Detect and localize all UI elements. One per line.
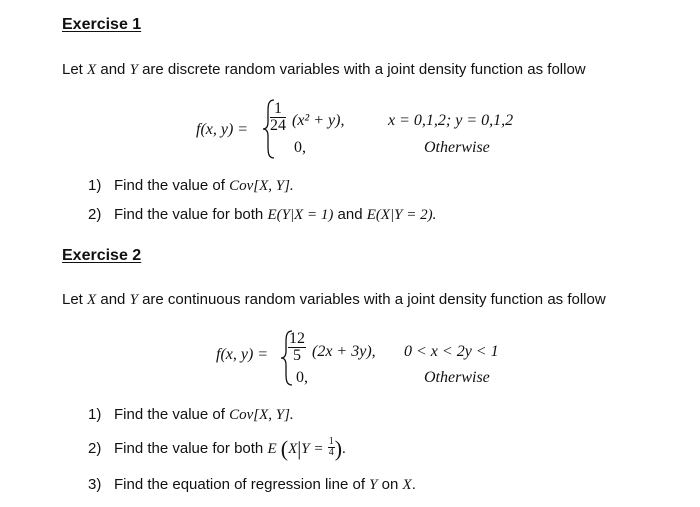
exercise-1-intro: Let X and Y are discrete random variables with a joint density function as follow [62,61,586,78]
exercise-2-fraction-numerator: 12 [289,330,305,347]
exercise-2-q2-fraction-numerator: 1 [328,436,334,447]
exercise-1-question-1: 1) Find the value of Cov[X, Y]. [88,177,294,194]
exercise-2-intro: Let X and Y are continuous random variables with a joint density function as follow [62,291,606,308]
exercise-1-case-2-value: 0, [294,139,306,156]
exercise-1-fraction-denominator: 24 [270,117,286,134]
exercise-2-fraction [288,331,306,364]
exercise-2-q2-fraction-denominator: 4 [328,447,334,458]
exercise-2-density-lhs: f(x, y) = [216,346,269,363]
exercise-2-question-2: 2) Find the value for both E (X|Y = $\frac{1}{4}$ ). [88,436,346,461]
exercise-2-fraction-denominator: 5 [293,347,301,364]
exercise-2-case-2-value: 0, [296,369,308,386]
exercise-1-fraction [270,101,286,134]
exercise-1-fraction-numerator: 1 [270,101,286,118]
exercise-2-question-3: 3) Find the equation of regression line of Y on X. [88,476,416,493]
exercise-2-case-2-condition: Otherwise [424,369,490,386]
exercise-1-case-2-condition: Otherwise [424,139,490,156]
exercise-2-question-1: 1) Find the value of Cov[X, Y]. [88,406,294,423]
exercise-2-heading: Exercise 2 [62,247,142,264]
exercise-2-case-1-condition: 0 < x < 2y < 1 [404,343,499,360]
exercise-1-density-lhs: f(x, y) = [196,121,249,138]
exercise-1-heading: Exercise 1 [62,16,142,33]
exercise-1-question-2: 2) Find the value for both E(Y|X = 1) and E(X|Y = 2). [88,206,437,223]
exercise-2-case-1-expression: (2x + 3y), [312,343,376,360]
exercise-1-case-1-expression: (x² + y), [292,112,345,129]
exercise-1-case-1-condition: x = 0,1,2; y = 0,1,2 [388,112,514,129]
